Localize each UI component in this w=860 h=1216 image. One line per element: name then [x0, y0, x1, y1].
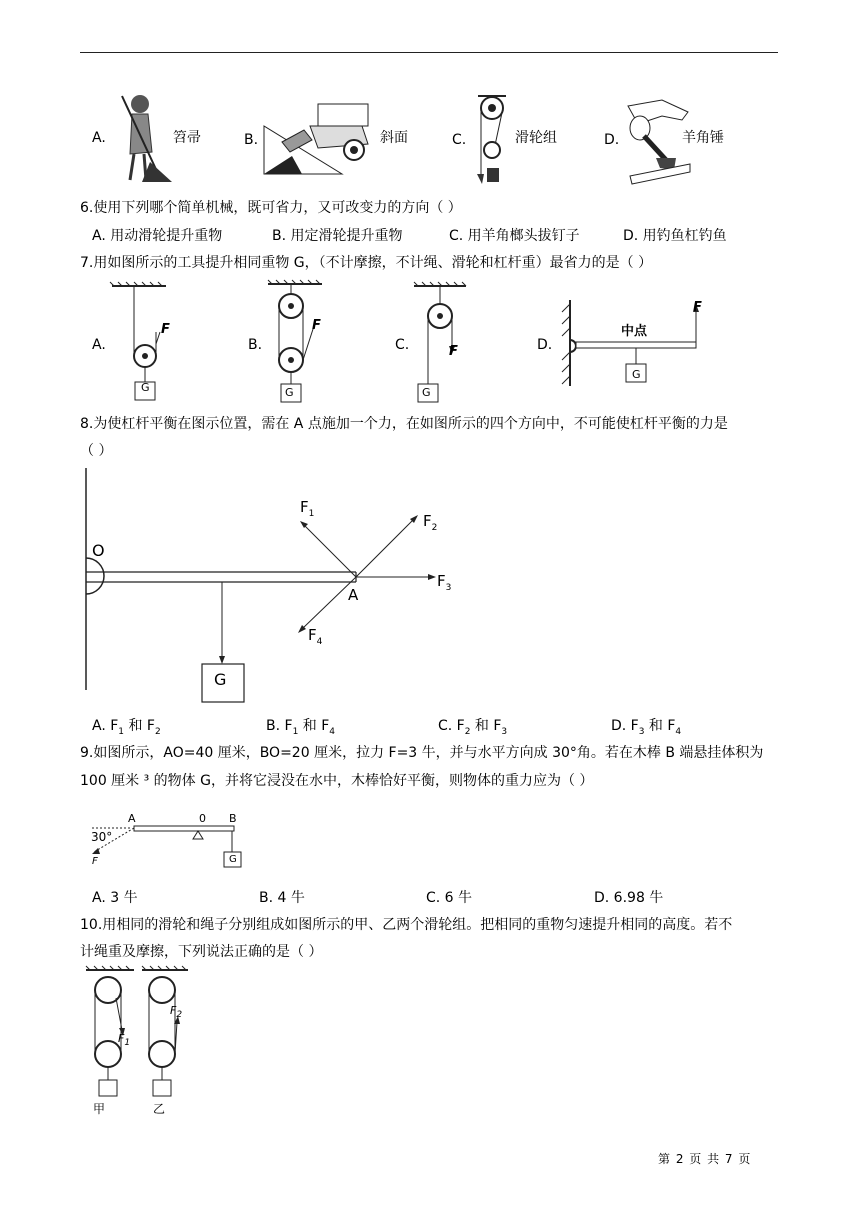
q8-f1-label: $F_1$ — [300, 498, 315, 519]
q7-option-d-letter: D. — [537, 337, 553, 353]
q9-option-c: C. 6 牛 — [426, 890, 473, 906]
q7d-weight-label: G — [632, 368, 641, 381]
q9-stem-line1: 9.如图所示，AO=40 厘米，BO=20 厘米，拉力 F=3 牛，并与水平方向成 30°角。若在木棒 B 端悬挂体积为 — [80, 745, 764, 761]
q7-option-a-letter: A. — [92, 337, 106, 353]
incline-figure — [262, 96, 374, 176]
q6-option-a: A. 用动滑轮提升重物 — [92, 228, 223, 244]
q5-option-b-text: 斜面 — [380, 130, 408, 146]
q5-option-c-letter: C. — [452, 132, 467, 148]
q8-f2-label: $F_2$ — [423, 512, 438, 533]
q10-f2-label: $F_2$ — [170, 1004, 183, 1021]
q10-stem-line2: 计绳重及摩擦，下列说法正确的是（ ） — [80, 944, 323, 960]
q8-lever-diagram — [80, 468, 480, 708]
q7-option-c-letter: C. — [395, 337, 410, 353]
q6-option-b: B. 用定滑轮提升重物 — [272, 228, 403, 244]
q7a-weight-label: G — [141, 381, 150, 394]
q9-option-b: B. 4 牛 — [259, 890, 305, 906]
q10-jia-label: 甲 — [93, 1102, 106, 1116]
q7-option-b-letter: B. — [248, 337, 263, 353]
pulley-block-figure — [474, 94, 510, 186]
q8-option-c: C. $F_2$ 和 $F_3$ — [438, 718, 508, 737]
q8-weight-g-label: G — [214, 670, 227, 689]
q6-option-c: C. 用羊角榔头拔钉子 — [449, 228, 580, 244]
q7d-midpoint-label: 中点 — [621, 324, 648, 339]
q6-option-d: D. 用钓鱼杠钓鱼 — [623, 228, 727, 244]
q5-option-a-letter: A. — [92, 130, 106, 146]
q7c-weight-label: G — [422, 386, 431, 399]
q8-pivot-o-label: O — [92, 541, 105, 560]
q8-stem-line2: （ ） — [80, 443, 113, 459]
q7d-force-label: F — [693, 300, 702, 315]
page-footer: 第 2 页 共 7 页 — [658, 1152, 752, 1166]
q8-stem-line1: 8.为使杠杆平衡在图示位置，需在 A 点施加一个力，在如图所示的四个方向中，不可能使杠杆平衡的力是 — [80, 416, 728, 432]
q10-yi-label: 乙 — [153, 1102, 166, 1116]
q5-option-c-text: 滑轮组 — [515, 130, 557, 146]
q5-option-b-letter: B. — [244, 132, 259, 148]
q5-option-a-text: 笤帚 — [173, 130, 201, 146]
q10-pulley-groups-diagram — [84, 966, 194, 1102]
q7-pulley-block-figure — [262, 280, 332, 406]
q7-stem: 7.用如图所示的工具提升相同重物 G，（不计摩擦，不计绳、滑轮和杠杆重）最省力的是（ ） — [80, 255, 653, 271]
q9-g-label: G — [229, 854, 237, 865]
q7-fixed-pulley-figure — [410, 282, 470, 404]
q8-option-d: D. $F_3$ 和 $F_4$ — [611, 718, 682, 737]
q8-option-a: A. $F_1$ 和 $F_2$ — [92, 718, 161, 737]
q9-o-label: 0 — [199, 812, 206, 825]
q9-b-label: B — [229, 812, 237, 825]
q8-option-b: B. $F_1$ 和 $F_4$ — [266, 718, 335, 737]
q7c-force-label: F — [449, 344, 458, 359]
q7b-weight-label: G — [285, 386, 294, 399]
q9-angle-label: 30° — [91, 830, 113, 844]
q8-f4-label: $F_4$ — [308, 626, 323, 647]
q9-stem-line2: 100 厘米 ³ 的物体 G，并将它浸没在水中，木棒恰好平衡，则物体的重力应为（ ） — [80, 773, 594, 789]
q8-point-a-label: A — [348, 586, 359, 604]
q5-option-d-text: 羊角锤 — [682, 130, 724, 146]
q9-f-label: F — [92, 856, 98, 867]
header-rule — [80, 52, 778, 53]
broom-figure — [112, 92, 176, 184]
q10-stem-line1: 10.用相同的滑轮和绳子分别组成如图所示的甲、乙两个滑轮组。把相同的重物匀速提升相同的高度。若不 — [80, 917, 733, 933]
q7b-force-label: F — [312, 318, 321, 333]
q7a-force-label: F — [161, 322, 170, 337]
q9-option-d: D. 6.98 牛 — [594, 890, 664, 906]
q10-f1-label: $F_1$ — [118, 1032, 131, 1049]
q9-a-label: A — [128, 812, 136, 825]
q8-f3-label: $F_3$ — [437, 572, 452, 593]
q9-option-a: A. 3 牛 — [92, 890, 138, 906]
q5-option-d-letter: D. — [604, 132, 620, 148]
q6-stem: 6.使用下列哪个简单机械，既可省力，又可改变力的方向（ ） — [80, 200, 462, 216]
